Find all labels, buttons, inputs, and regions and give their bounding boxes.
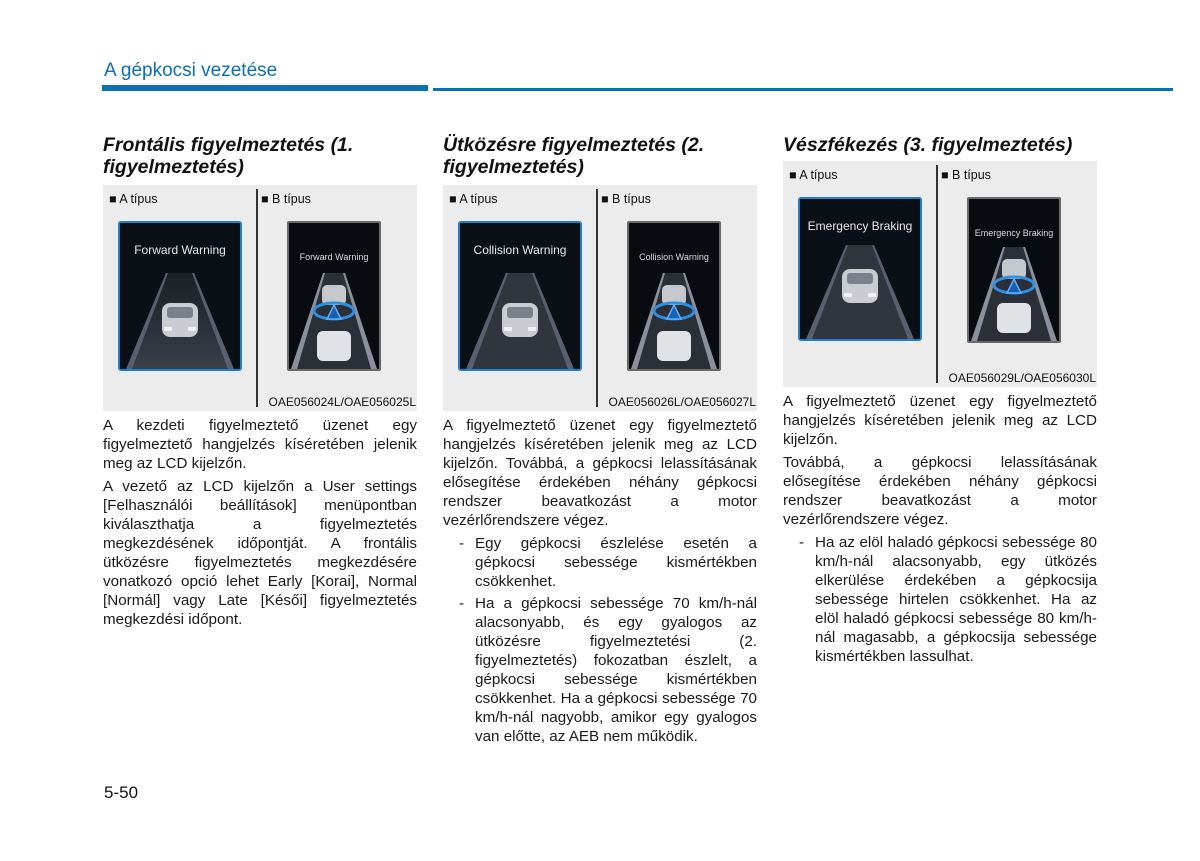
list-item-text: Ha az elöl haladó gépkocsi sebessége 80 km/h-nál alacsonyabb, egy ütközés elkerülése érdekében a gépkocsija sebessége hirtelen csökkenhet. Ha az elöl haladó gépkocsi sebessége 80 km/h-nál magasabb, a gépkocsija sebessége kismértékben lassulhat. <box>815 534 1097 665</box>
screen-message: Emergency Braking <box>974 228 1054 238</box>
header-rule-thin <box>433 88 1173 91</box>
screen-message: Collision Warning <box>473 243 567 257</box>
bullet-list <box>443 534 757 746</box>
page-number: 5-50 <box>104 783 139 802</box>
header-rule-thick <box>102 85 428 91</box>
figure-label-type-b: ■ B típus <box>261 192 311 206</box>
column-collision-warning <box>443 134 757 749</box>
figure-label-type-b: ■ B típus <box>941 168 991 182</box>
lcd-screen-type-b <box>287 221 381 371</box>
list-item: - Ha az elöl haladó gépkocsi sebessége 80 km/h-nál alacsonyabb, egy ütközés elkerülése érdekében a gépkocsija sebessége hirtelen csökkenhet. Ha az elöl haladó gépkocsi sebessége 80 km/h-nál magasabb, a gépkocsija sebessége kismértékben lassulhat. <box>799 534 1097 665</box>
figure-code: OAE056024L/OAE056025L <box>268 395 416 409</box>
screen-message: Forward Warning <box>299 252 369 262</box>
figure-label-type-b: ■ B típus <box>601 192 651 206</box>
section-title: Frontális figyelmeztetés (1. figyelmeztetés) <box>103 134 354 178</box>
paragraph: A vezető az LCD kijelzőn a User settings [Felhasználói beállítások] menüpontban kiválaszthatja a figyelmeztetés megkezdésének időpontját. A frontális ütközésre figyelmeztetés megkezdésére vonatkozó opció lehet Early [Korai], Normal [Normál] vagy Late [Késői] figyelmeztetés megkezdési időpont. <box>103 478 417 628</box>
list-item: - Ha a gépkocsi sebessége 70 km/h-nál alacsonyabb, és egy gyalogos az ütközésre figyelmeztetési (2. figyelmeztetés) fokozatban észlelt, a gépkocsi sebessége kismértékben csökkenhet. Ha a gépkocsi sebessége 70 km/h-nál nagyobb, amikor egy gyalogos van előtte, az AEB nem működik. <box>459 595 757 745</box>
figure-label-type-a: ■ A típus <box>109 192 158 206</box>
figure-label-type-a: ■ A típus <box>449 192 498 206</box>
screen-message: Collision Warning <box>639 252 709 262</box>
lcd-screen-type-a <box>458 221 582 371</box>
lcd-screen-type-b <box>627 221 721 371</box>
figure-code: OAE056026L/OAE056027L <box>608 395 756 409</box>
section-title: Ütközésre figyelmeztetés (2. figyelmeztetés) <box>443 134 705 178</box>
screen-message: Emergency Braking <box>807 219 913 233</box>
list-item-text: Ha a gépkocsi sebessége 70 km/h-nál alacsonyabb, és egy gyalogos az ütközésre figyelmeztetési (2. figyelmeztetés) fokozatban észlelt, a gépkocsi sebessége kismértékben csökkenhet. Ha a gépkocsi sebessége 70 km/h-nál nagyobb, amikor egy gyalogos van előtte, az AEB nem működik. <box>475 595 757 745</box>
body-text <box>783 392 1097 666</box>
section-header-title: A gépkocsi vezetése <box>104 60 278 81</box>
figure-divider <box>256 189 258 407</box>
road-warning-icon <box>969 199 1059 341</box>
figure-panel <box>103 185 417 411</box>
paragraph: A figyelmeztető üzenet egy figyelmeztető hangjelzés kíséretében jelenik meg az LCD kijelzőn. <box>783 393 1097 448</box>
body-text <box>103 416 417 629</box>
paragraph: A kezdeti figyelmeztető üzenet egy figyelmeztető hangjelzés kíséretében jelenik meg az LCD kijelzőn. <box>103 417 417 472</box>
figure-panel <box>783 161 1097 387</box>
section-title: Vészfékezés (3. figyelmeztetés) <box>783 134 1073 156</box>
figure-divider <box>936 165 938 383</box>
body-text <box>443 416 757 746</box>
column-forward-warning <box>103 134 417 633</box>
road-warning-icon <box>289 223 379 369</box>
figure-code: OAE056029L/OAE056030L <box>948 371 1096 385</box>
paragraph: Továbbá, a gépkocsi lelassításának elősegítése érdekében néhány gépkocsi rendszer beavatkozást a motor vezérlőrendszere végez. <box>783 454 1097 528</box>
list-item-text: Egy gépkocsi észlelése esetén a gépkocsi sebessége kismértékben csökkenhet. <box>475 535 757 590</box>
bullet-list <box>783 533 1097 666</box>
figure-divider <box>596 189 598 407</box>
road-warning-icon <box>629 223 719 369</box>
list-item: - Egy gépkocsi észlelése esetén a gépkocsi sebessége kismértékben csökkenhet. <box>459 535 757 590</box>
lcd-screen-type-a <box>798 197 922 341</box>
paragraph: A figyelmeztető üzenet egy figyelmeztető hangjelzés kíséretében jelenik meg az LCD kijelzőn. Továbbá, a gépkocsi lelassításának elősegítése érdekében néhány gépkocsi rendszer beavatkozást a motor vezérlőrendszere végez. <box>443 417 757 529</box>
figure-panel <box>443 185 757 411</box>
lcd-screen-type-a <box>118 221 242 371</box>
column-emergency-braking <box>783 134 1097 669</box>
lcd-screen-type-b <box>967 197 1061 343</box>
figure-label-type-a: ■ A típus <box>789 168 838 182</box>
screen-message: Forward Warning <box>134 243 226 257</box>
